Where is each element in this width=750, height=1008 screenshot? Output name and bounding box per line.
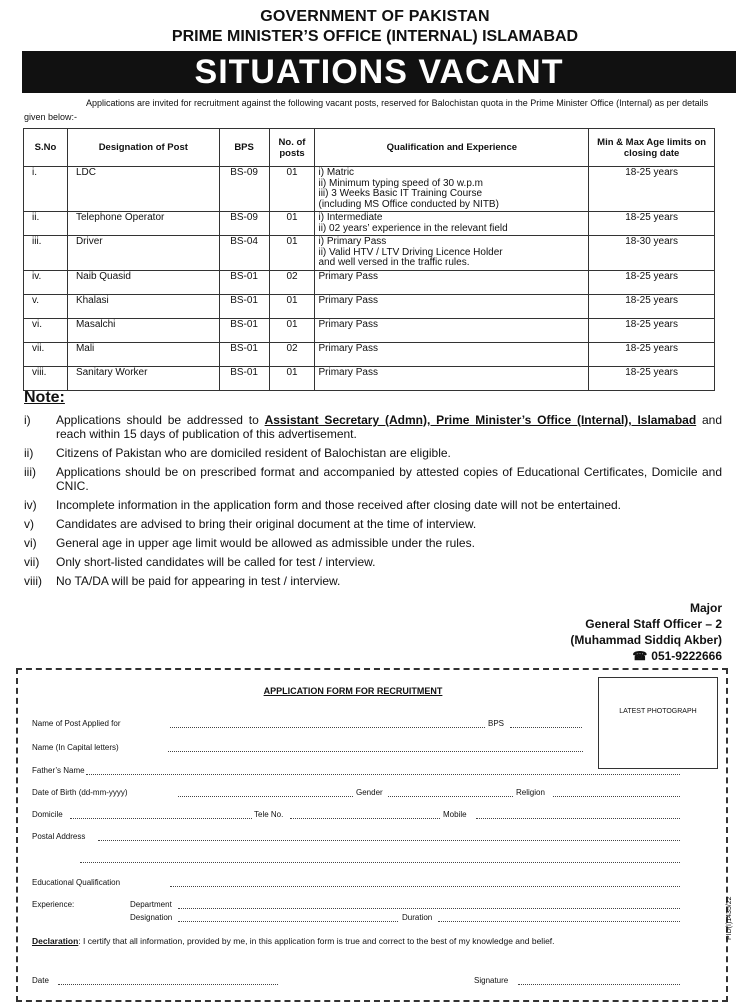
cell-num-posts: 01 xyxy=(269,212,315,236)
cell-age: 18-25 years xyxy=(589,212,715,236)
cell-age: 18-25 years xyxy=(589,270,715,294)
label-post-applied: Name of Post Applied for xyxy=(32,719,121,728)
pid-code: PID(I)1435/22 xyxy=(726,896,733,940)
table-row xyxy=(24,212,715,236)
label-mobile: Mobile xyxy=(443,810,467,819)
cell-num-posts: 01 xyxy=(269,167,315,212)
qualification-line: Primary Pass xyxy=(318,318,378,330)
field-gender[interactable] xyxy=(388,796,513,797)
field-domicile[interactable] xyxy=(70,818,252,819)
field-bps[interactable] xyxy=(510,727,582,728)
intro-paragraph: Applications are invited for recruitment against the following vacant posts, reserved for Balochistan quota in the Prime Minister Office (Internal) as per details given below:- xyxy=(24,98,709,122)
field-mobile[interactable] xyxy=(476,818,680,819)
cell-num-posts: 02 xyxy=(269,342,315,366)
note-text: Candidates are advised to bring their original document at the time of interview. xyxy=(56,517,477,531)
note-text: Applications should be addressed to xyxy=(56,413,265,427)
header-line-1: GOVERNMENT OF PAKISTAN xyxy=(260,8,490,25)
cell-designation: Telephone Operator xyxy=(67,212,219,236)
qualification-line: and well versed in the traffic rules. xyxy=(318,257,470,268)
qualification-line: Primary Pass xyxy=(318,342,378,354)
col-header-posts: No. of posts xyxy=(269,129,315,167)
table-row xyxy=(24,318,715,342)
note-text: Incomplete information in the application form and those received after closing date will not be entertained. xyxy=(56,498,621,512)
cell-age: 18-25 years xyxy=(589,167,715,212)
table-header-row xyxy=(24,129,715,167)
col-header-designation: Designation of Post xyxy=(67,129,219,167)
note-text-end: and reach within 15 days of publication of this advertisement. xyxy=(56,413,723,441)
cell-num-posts: 01 xyxy=(269,294,315,318)
situations-vacant-banner: SITUATIONS VACANT xyxy=(22,51,736,93)
field-dob[interactable] xyxy=(178,796,353,797)
label-bps: BPS xyxy=(488,719,505,728)
field-postal-address-2[interactable] xyxy=(80,862,680,863)
note-item xyxy=(24,446,722,460)
cell-sno: v. xyxy=(24,294,68,318)
cell-sno: iii. xyxy=(24,236,68,271)
label-department: Department xyxy=(130,900,172,909)
cell-num-posts: 01 xyxy=(269,236,315,271)
table-row xyxy=(24,236,715,271)
cell-qualification xyxy=(315,342,589,366)
qualification-line: i) Intermediate xyxy=(318,212,383,223)
qualification-line: Primary Pass xyxy=(318,294,378,306)
telephone-icon: ☎ xyxy=(632,649,648,663)
cell-bps: BS-09 xyxy=(219,167,269,212)
application-form xyxy=(16,668,728,1002)
note-number: ii) xyxy=(24,446,34,460)
table-row xyxy=(24,270,715,294)
field-signature[interactable] xyxy=(518,984,680,985)
field-name[interactable] xyxy=(168,751,583,752)
field-father-name[interactable] xyxy=(86,774,680,775)
photo-box xyxy=(598,677,718,769)
cell-qualification xyxy=(315,270,589,294)
note-item xyxy=(24,413,722,441)
declaration-text: : I certify that all information, provided by me, in this application form is true and correct to the best of my knowledge and belief. xyxy=(78,936,555,946)
col-header-bps: BPS xyxy=(219,129,269,167)
photo-label: LATEST PHOTOGRAPH xyxy=(619,708,697,715)
cell-bps: BS-01 xyxy=(219,366,269,390)
field-department[interactable] xyxy=(178,908,680,909)
form-title: APPLICATION FORM FOR RECRUITMENT xyxy=(263,686,443,696)
cell-sno: iv. xyxy=(24,270,68,294)
label-name: Name (In Capital letters) xyxy=(32,743,119,752)
note-item xyxy=(24,536,722,550)
cell-age: 18-25 years xyxy=(589,318,715,342)
qualification-line: Primary Pass xyxy=(318,366,378,378)
label-dob: Date of Birth (dd-mm-yyyy) xyxy=(32,788,128,797)
label-duration: Duration xyxy=(402,913,433,922)
cell-sno: vii. xyxy=(24,342,68,366)
label-designation: Designation xyxy=(130,913,173,922)
field-tele[interactable] xyxy=(290,818,440,819)
cell-sno: ii. xyxy=(24,212,68,236)
label-religion: Religion xyxy=(516,788,545,797)
cell-age: 18-30 years xyxy=(589,236,715,271)
col-header-qualification: Qualification and Experience xyxy=(315,129,589,167)
label-education: Educational Qualification xyxy=(32,878,121,887)
header-line-2: PRIME MINISTER’S OFFICE (INTERNAL) ISLAMABAD xyxy=(171,28,579,45)
cell-qualification xyxy=(315,318,589,342)
note-number: iv) xyxy=(24,498,37,512)
note-number: iii) xyxy=(24,465,36,479)
cell-designation: Khalasi xyxy=(67,294,219,318)
note-text: Applications should be on prescribed format and accompanied by attested copies of Educational Certificates, Domicile and CNIC. xyxy=(56,465,722,493)
cell-num-posts: 02 xyxy=(269,270,315,294)
cell-designation: Sanitary Worker xyxy=(67,366,219,390)
note-number: vi) xyxy=(24,536,37,550)
table-row xyxy=(24,167,715,212)
table-row xyxy=(24,342,715,366)
cell-num-posts: 01 xyxy=(269,318,315,342)
field-post-applied[interactable] xyxy=(170,727,485,728)
cell-designation: LDC xyxy=(67,167,219,212)
note-address: Assistant Secretary (Admn), Prime Minister’s Office (Internal), Islamabad xyxy=(264,413,697,427)
signatory-phone xyxy=(632,649,722,663)
note-number: i) xyxy=(24,413,31,427)
cell-bps: BS-01 xyxy=(219,342,269,366)
qualification-line: ii) Minimum typing speed of 30 w.p.m xyxy=(318,177,483,189)
label-tele: Tele No. xyxy=(254,810,284,819)
signatory-rank: Major xyxy=(689,601,722,615)
note-item xyxy=(24,555,722,569)
cell-qualification xyxy=(315,167,589,212)
cell-sno: i. xyxy=(24,167,68,212)
note-item xyxy=(24,465,722,493)
field-date[interactable] xyxy=(58,984,278,985)
col-header-age: Min & Max Age limits on closing date xyxy=(589,129,715,167)
cell-qualification xyxy=(315,366,589,390)
table-row xyxy=(24,366,715,390)
note-number: vii) xyxy=(24,555,40,569)
cell-num-posts: 01 xyxy=(269,366,315,390)
label-experience: Experience: xyxy=(32,900,75,909)
signatory-name: (Muhammad Siddiq Akber) xyxy=(570,633,722,647)
note-text: General age in upper age limit would be allowed as admissible under the rules. xyxy=(56,536,475,550)
cell-age: 18-25 years xyxy=(589,294,715,318)
label-date: Date xyxy=(32,976,49,985)
qualification-line: (including MS Office conducted by NITB) xyxy=(318,198,499,210)
declaration-label: Declaration xyxy=(32,936,79,946)
cell-sno: viii. xyxy=(24,366,68,390)
notes-list xyxy=(24,413,722,593)
field-duration[interactable] xyxy=(438,921,680,922)
cell-designation: Driver xyxy=(67,236,219,271)
cell-bps: BS-01 xyxy=(219,318,269,342)
table-row xyxy=(24,294,715,318)
note-text: No TA/DA will be paid for appearing in test / interview. xyxy=(56,574,341,588)
note-item xyxy=(24,574,722,588)
cell-sno: vi. xyxy=(24,318,68,342)
note-title: Note: xyxy=(24,389,65,406)
field-designation[interactable] xyxy=(178,921,398,922)
cell-age: 18-25 years xyxy=(589,366,715,390)
cell-qualification xyxy=(315,236,589,271)
note-text: Only short-listed candidates will be called for test / interview. xyxy=(56,555,376,569)
cell-bps: BS-01 xyxy=(219,294,269,318)
field-postal-address-1[interactable] xyxy=(98,840,680,841)
label-postal-address: Postal Address xyxy=(32,832,86,841)
phone-number: 051-9222666 xyxy=(651,649,722,663)
cell-qualification xyxy=(315,294,589,318)
field-education[interactable] xyxy=(170,886,680,887)
cell-designation: Mali xyxy=(67,342,219,366)
note-item xyxy=(24,517,722,531)
label-signature: Signature xyxy=(474,976,509,985)
label-domicile: Domicile xyxy=(32,810,63,819)
signatory-title: General Staff Officer – 2 xyxy=(585,617,722,631)
field-religion[interactable] xyxy=(553,796,680,797)
cell-bps: BS-01 xyxy=(219,270,269,294)
cell-bps: BS-04 xyxy=(219,236,269,271)
label-gender: Gender xyxy=(356,788,383,797)
qualification-line: i) Primary Pass xyxy=(318,236,387,247)
vacancy-table xyxy=(23,128,715,391)
note-number: v) xyxy=(24,517,34,531)
cell-age: 18-25 years xyxy=(589,342,715,366)
cell-bps: BS-09 xyxy=(219,212,269,236)
cell-qualification xyxy=(315,212,589,236)
qualification-line: ii) 02 years’ experience in the relevant field xyxy=(318,222,508,234)
note-text: Citizens of Pakistan who are domiciled resident of Balochistan are eligible. xyxy=(56,446,451,460)
qualification-line: iii) 3 Weeks Basic IT Training Course xyxy=(318,188,483,199)
label-father-name: Father’s Name xyxy=(32,766,85,775)
note-item xyxy=(24,498,722,512)
cell-designation: Naib Quasid xyxy=(67,270,219,294)
col-header-sno: S.No xyxy=(24,129,68,167)
qualification-line: ii) Valid HTV / LTV Driving Licence Holder xyxy=(318,246,503,258)
cell-designation: Masalchi xyxy=(67,318,219,342)
qualification-line: Primary Pass xyxy=(318,270,378,282)
qualification-line: i) Matric xyxy=(318,167,355,178)
declaration xyxy=(32,935,717,948)
note-number: viii) xyxy=(24,574,42,588)
